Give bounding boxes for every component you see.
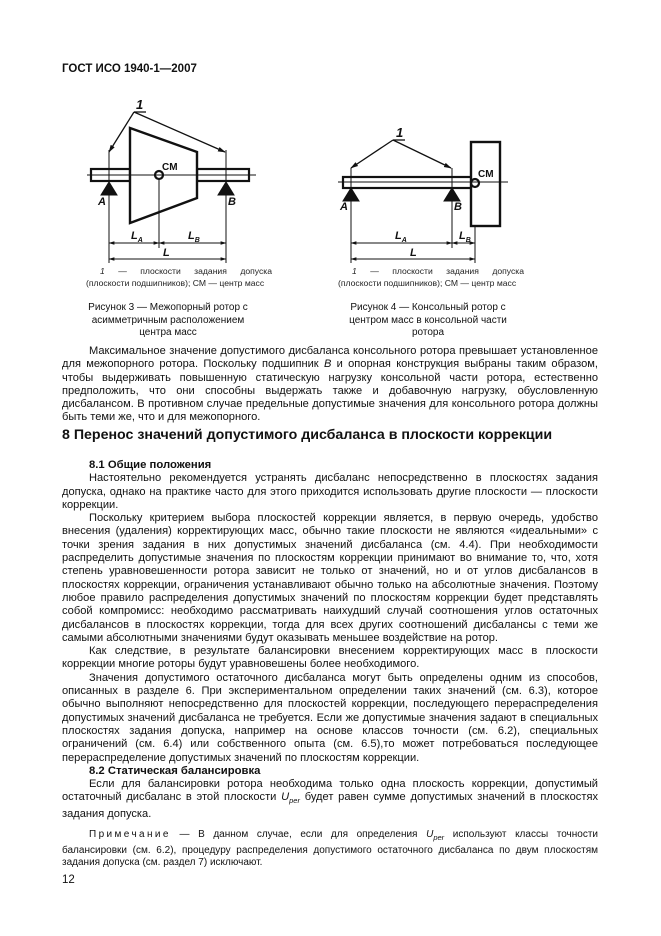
paragraph: Если для балансировки ротора необходима только одна плоскость коррекции, допустимый остаточный дисбаланс в этой плоскости $U_{per}$ будет равен сумме допустимых значений в плоскостях задания допуска. [62, 778, 598, 820]
interbearing-rotor [87, 112, 256, 263]
section-8-1-heading: 8.1 Общие положения [89, 459, 212, 471]
figure-4-legend: 1 — плоскости задания допуска (плоскости подшипников); СМ — центр масс [338, 266, 524, 288]
paragraph: Как следствие, в результате балансировки внесением корректирующих масс в плоскости коррекции многие роторы будут уравновешены более необходимого. [62, 645, 598, 671]
lb-label: $L_B$ [459, 230, 471, 244]
paragraph: Значения допустимого остаточного дисбаланса могут быть определены одним из способов, описанных в разделе 6. При экспериментальном определении таких значений (см. 6.3), которое обычно выполняют непосредственно для плоскостей коррекции, последующего перераспределения допустимых значений дисбаланса не требуется. Если же допустимые значения задают в специальных плоскостях задания допуска, например на основе классов точности (см. 6.2), специальных ограничений (см. 6.4) или собственного опыта (см. 6.5),то может потребоваться последующее перераспределение допустимых значений по плоскостям коррекции. [62, 671, 598, 764]
page-number: 12 [62, 874, 75, 886]
figure-3-legend: 1 — плоскости задания допуска (плоскости подшипников); СМ — центр масс [86, 266, 272, 288]
support-a-label: A [340, 201, 348, 213]
l-label: L [410, 247, 417, 259]
section-8-body [62, 459, 598, 870]
document-header: ГОСТ ИСО 1940-1—2007 [62, 63, 197, 75]
support-b-label: B [228, 196, 236, 208]
lb-label: $L_B$ [188, 230, 200, 244]
section-8-heading: 8 Перенос значений допустимого дисбаланса в плоскости коррекции [62, 427, 553, 443]
cm-label: CM [478, 169, 494, 180]
support-b-label: B [454, 201, 462, 213]
paragraph: Настоятельно рекомендуется устранять дисбаланс непосредственно в плоскостях задания допуска, однако на практике часто для этого приходится использовать другие плоскости — плоскости коррекции. [62, 472, 598, 511]
support-a-label: A [98, 196, 106, 208]
la-label: $L_A$ [395, 230, 407, 244]
l-label: L [163, 247, 170, 259]
cantilever-rotor [338, 140, 508, 263]
cm-label: CM [162, 162, 178, 173]
paragraph: Поскольку критерием выбора плоскостей коррекции является, в первую очередь, удобство внесения (удаления) корректирующих масс, обычно такие плоскости не являются «идеальными» с точки зрения задания в них допустимых значений дисбаланса (см. 4.4). При необходимости распределить допустимые значения по плоскостям коррекции принимают во внимание то, что, хотя степень уравновешенности ротора зависит не только от значений, но и от углов дисбалансов в плоскостях коррекции, ограничения устанавливают обычно только на абсолютные значения. Поэтому любое правило распределения допустимых значений по плоскостям коррекции будет представлять собой компромисс: необходимо рассматривать наихудший случай соотношения углов остаточных дисбалансов в плоскостях коррекции, тогда для всех других соотношений дисбалансы с теми же самыми абсолютными значениями будут оказывать меньшее воздействие на ротор. [62, 512, 598, 644]
figure-4-caption: Рисунок 4 — Консольный ротор с центром масс в консольной части ротора [349, 302, 507, 338]
figure-3-caption: Рисунок 3 — Межопорный ротор с асимметричным расположением центра масс [88, 302, 248, 338]
figure-3-diagram [0, 0, 661, 300]
plane-label: 1 [136, 97, 144, 112]
section-8-2-heading: 8.2 Статическая балансировка [89, 764, 261, 777]
intro-paragraph: Максимальное значение допустимого дисбаланса консольного ротора превышает установленное для межопорного ротора. Поскольку подшипник B и опорная конструкция выбраны таким образом, чтобы выдерживать повышенную статическую нагрузку консольной части ротора, естественно предположить, что они способны выдержать также и добавочную нагрузку, обусловленную дисбалансом. В противном случае предельные допустимые значения для консольного ротора должны быть теми же, что и для межопорного. [62, 345, 598, 424]
plane-label: 1 [396, 125, 404, 140]
note: Примечание — В данном случае, если для определения $U_{per}$ используют классы точности балансировки (см. 6.2), процедуру распределения допустимого остаточного дисбаланса по двум плоскостям задания допуска (см. раздел 7) исключают. [62, 829, 598, 869]
la-label: $L_A$ [131, 230, 143, 244]
